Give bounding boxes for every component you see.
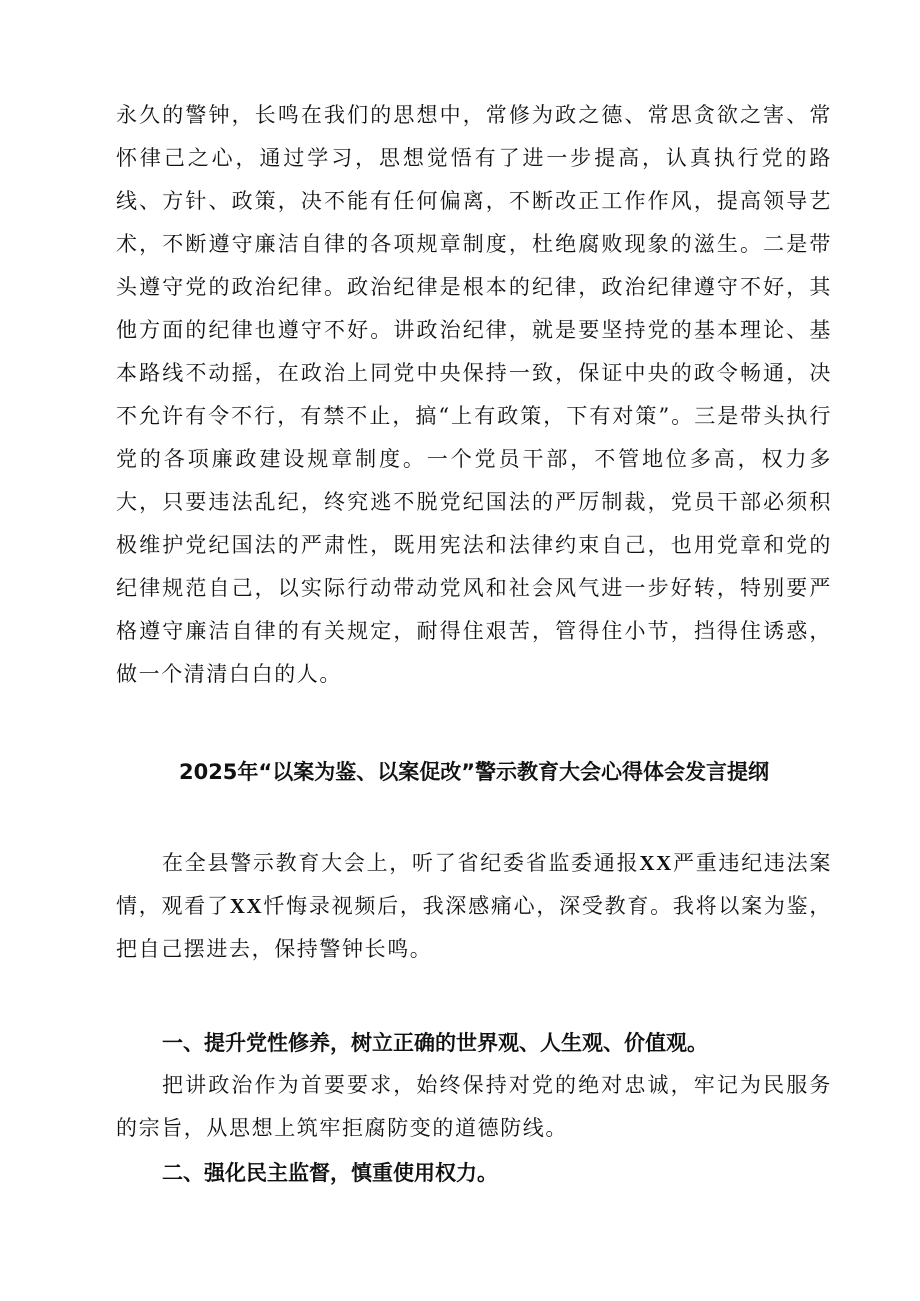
intro-text-3: 忏悔录视频后，我深感痛心，深受教育。我将以案为鉴，把自己摆进去，保持警钟长鸣。 [116, 894, 833, 961]
heading-one: 一、提升党性修养，树立正确的世界观、人生观、价值观。 [162, 1031, 708, 1055]
continued-paragraph: 永久的警钟，长鸣在我们的思想中，常修为政之德、常思贪欲之害、常怀律己之心，通过学习，思想觉悟有了进一步提高，认真执行党的路线、方针、政策，决不能有任何偏离，不断改正工作作风，提高领导艺术，不断遵守廉洁自律的各项规章制度，杜绝腐败现象的滋生。二是带头遵守党的政治纪律。政治纪律是根本的纪律，政治纪律遵守不好，其他方面的纪律也遵守不好。讲政治纪律，就是要坚持党的基本理论、基本路线不动摇，在政治上同党中央保持一致，保证中央的政令畅通，决不允许有令不行，有禁不止，搞“上有政策，下有对策”。三是带头执行党的各项廉政建设规章制度。一个党员干部，不管地位多高，权力多大，只要违法乱纪，终究逃不脱党纪国法的严厉制裁，党员干部必须积极维护党纪国法的严肃性，既用宪法和法律约束自己，也用党章和党的纪律规范自己，以实际行动带动党风和社会风气进一步好转，特别要严格遵守廉洁自律的有关规定，耐得住艰苦，管得住小节，挡得住诱惑，做一个清清白白的人。 [116, 103, 832, 686]
intro-text-1: 在全县警示教育大会上，听了省纪委省监委通报 [162, 851, 640, 875]
paragraph-one: 把讲政治作为首要要求，始终保持对党的绝对忠诚，牢记为民服务的宗旨，从思想上筑牢拒腐防变的道德防线。 [116, 1073, 832, 1140]
intro-name-2: XX [229, 894, 264, 918]
intro-text-2: 严重违纪违法案情，观看了 [116, 851, 832, 918]
heading-two: 二、强化民主监督，慎重使用权力。 [162, 1161, 498, 1185]
intro-paragraph [116, 842, 832, 971]
section-title: 2025年“以案为鉴、以案促改”警示教育大会心得体会发言提纲 [178, 760, 770, 784]
intro-name-1: XX [639, 851, 673, 875]
